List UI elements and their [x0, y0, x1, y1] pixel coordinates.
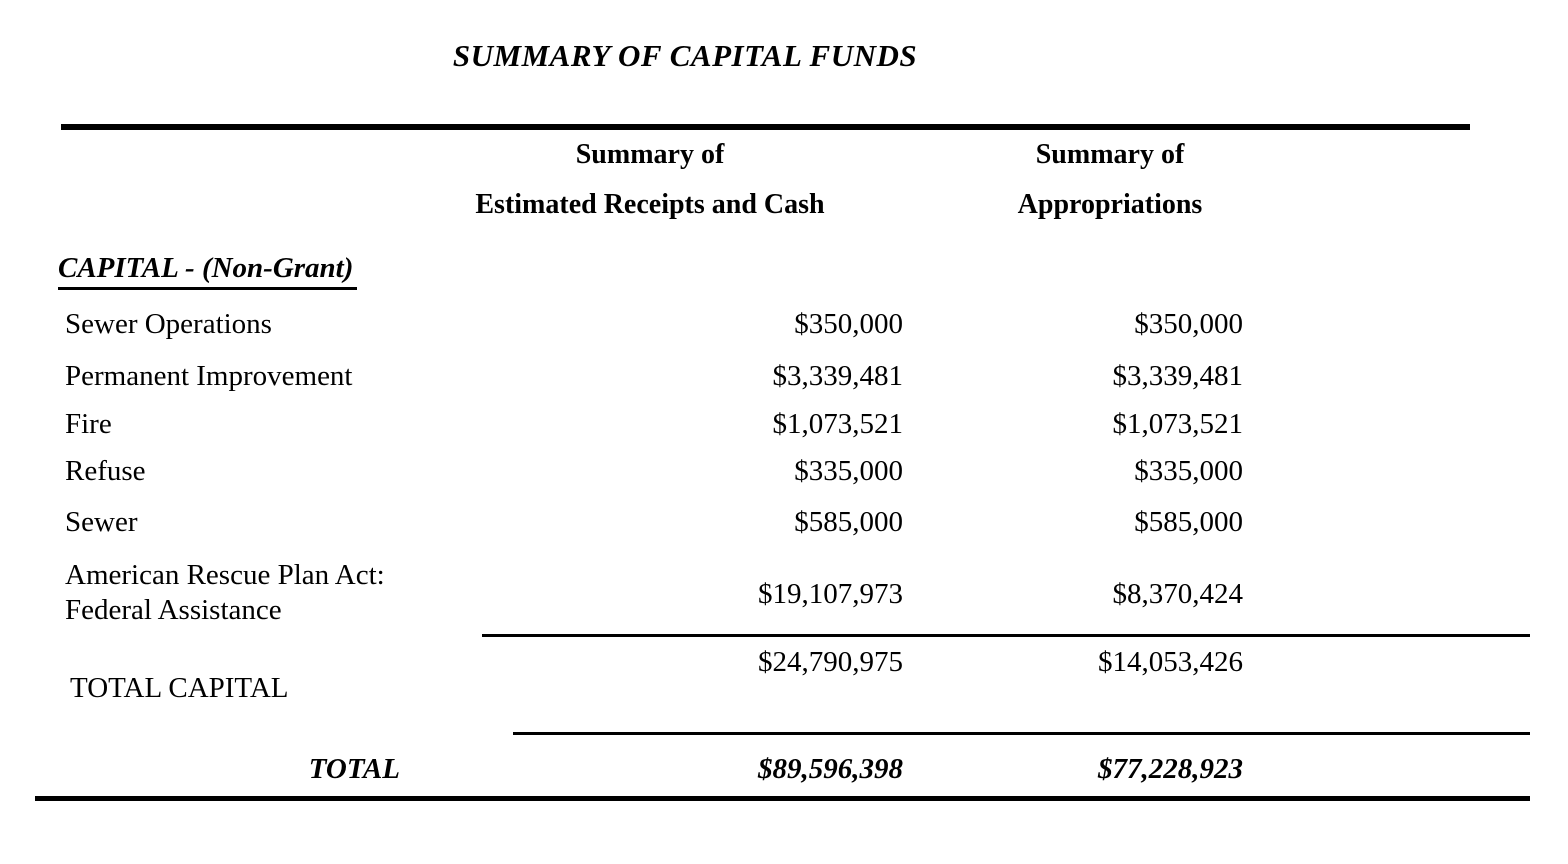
row-label: Fire — [65, 408, 112, 440]
subtotal-receipts-value: $24,790,975 — [758, 646, 903, 678]
row-appropriations-value: $350,000 — [1134, 308, 1243, 340]
row-label-line2: Federal Assistance — [65, 594, 282, 626]
column-header-receipts-line2: Estimated Receipts and Cash — [475, 189, 825, 220]
row-appropriations-value: $8,370,424 — [1112, 578, 1243, 610]
bottom-rule-divider — [35, 796, 1530, 801]
row-receipts-value: $3,339,481 — [772, 360, 903, 392]
row-label: Sewer — [65, 506, 138, 538]
row-appropriations-value: $1,073,521 — [1112, 408, 1243, 440]
row-appropriations-value: $585,000 — [1134, 506, 1243, 538]
grand-total-label: TOTAL — [308, 753, 400, 785]
row-receipts-value: $585,000 — [794, 506, 903, 538]
row-label — [65, 558, 385, 628]
row-label: Sewer Operations — [65, 308, 272, 340]
row-receipts-value: $335,000 — [794, 455, 903, 487]
column-header-receipts — [430, 130, 870, 230]
row-receipts-value: $350,000 — [794, 308, 903, 340]
row-receipts-value: $19,107,973 — [758, 578, 903, 610]
column-header-appropriations-line1: Summary of — [1035, 139, 1185, 170]
row-label-line1: American Rescue Plan Act: — [65, 559, 385, 591]
grand-total-appropriations-value: $77,228,923 — [1098, 753, 1243, 785]
row-appropriations-value: $3,339,481 — [1112, 360, 1243, 392]
subtotal-rule-divider — [482, 634, 1530, 637]
row-appropriations-value: $335,000 — [1134, 455, 1243, 487]
row-label: Permanent Improvement — [65, 360, 353, 392]
total-capital-label: TOTAL CAPITAL — [70, 672, 289, 704]
column-header-appropriations-line2: Appropriations — [1017, 189, 1203, 220]
grand-total-rule-divider — [513, 732, 1530, 735]
page-title: SUMMARY OF CAPITAL FUNDS — [452, 38, 918, 73]
subtotal-appropriations-value: $14,053,426 — [1098, 646, 1243, 678]
column-header-receipts-line1: Summary of — [575, 139, 725, 170]
column-header-appropriations — [935, 130, 1285, 230]
row-receipts-value: $1,073,521 — [772, 408, 903, 440]
section-heading-capital-non-grant: CAPITAL - (Non-Grant) — [58, 252, 357, 290]
grand-total-receipts-value: $89,596,398 — [758, 753, 903, 785]
row-label: Refuse — [65, 455, 146, 487]
